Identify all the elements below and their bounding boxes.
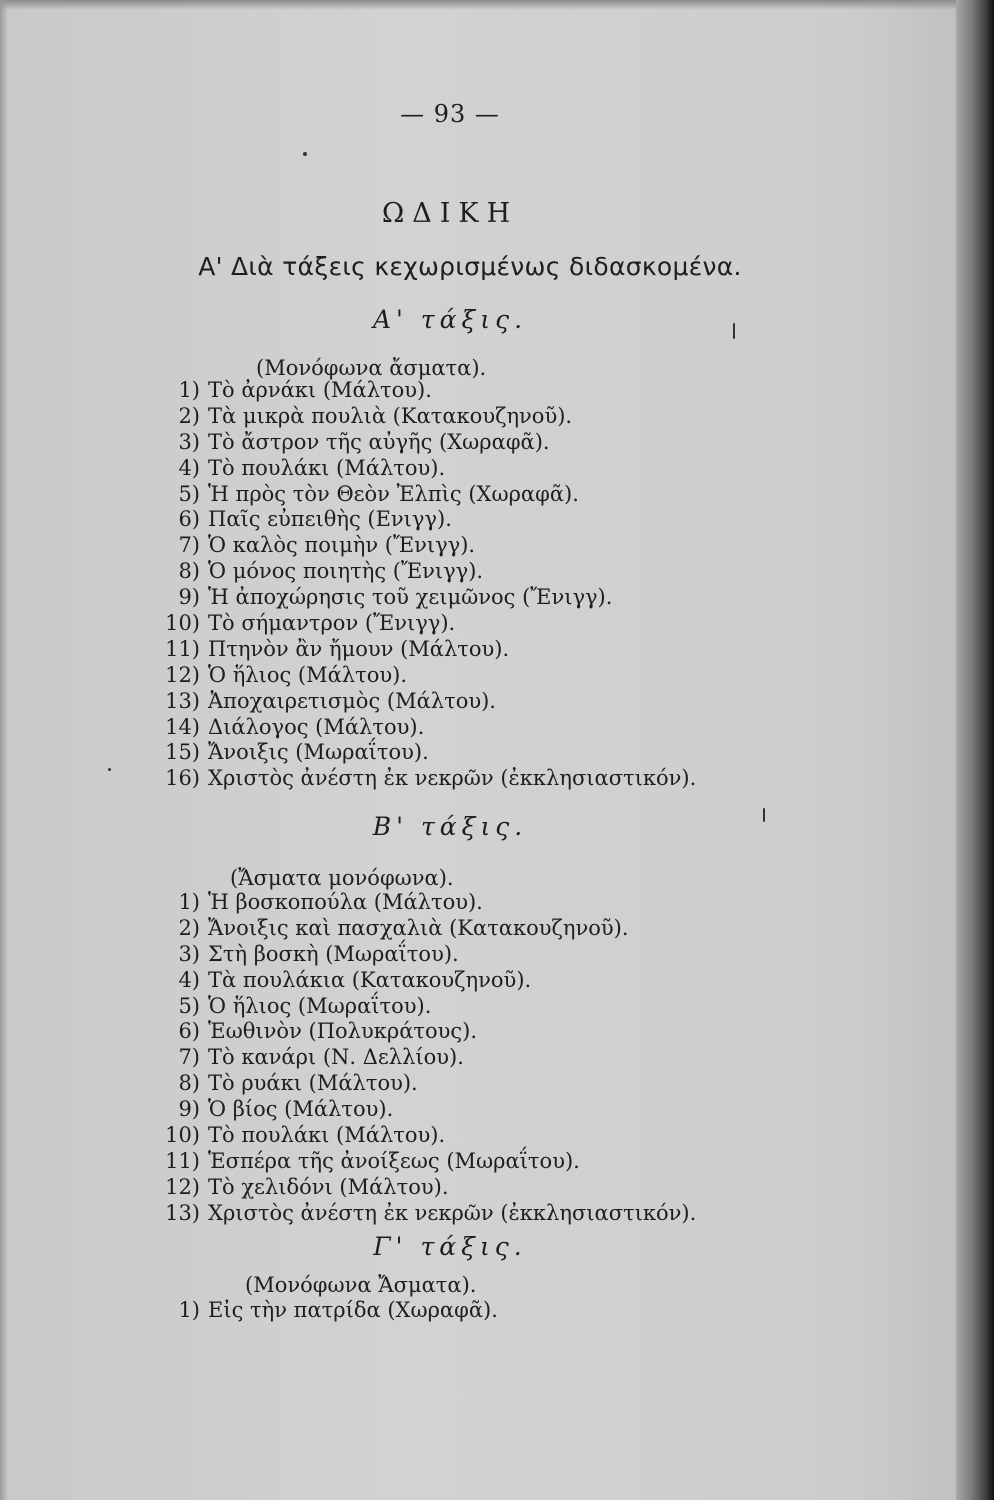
item-text: Ὁ ἥλιος (Μάλτου). [208, 662, 408, 687]
item-text: Ἀποχαιρετισμὸς (Μάλτου). [208, 688, 496, 713]
item-number: 12) [165, 662, 200, 687]
print-speck [733, 323, 735, 339]
item-text: Τὸ χελιδόνι (Μάλτου). [208, 1174, 449, 1199]
item-number: 13) [165, 688, 200, 713]
page-number: — 93 — [400, 100, 500, 128]
item-number: 5) [178, 481, 200, 506]
item-text: Τὸ πουλάκι (Μάλτου). [208, 1123, 446, 1148]
item-text: Τὸ ἄστρον τῆς αὐγῆς (Χωραφᾶ). [208, 429, 550, 454]
item-text: Εἰς τὴν πατρίδα (Χωραφᾶ). [208, 1298, 498, 1322]
item-text: Ὁ μόνος ποιητὴς (Ἔνιγγ). [208, 559, 484, 584]
item-text: Ἡ βοσκοπούλα (Μάλτου). [208, 890, 483, 914]
item-number: 1) [178, 1298, 200, 1322]
item-number: 16) [165, 766, 200, 791]
item-text: Τὸ σήμαντρον (Ἔνιγγ). [208, 611, 456, 636]
item-number: 5) [178, 993, 200, 1018]
item-number: 8) [178, 1071, 200, 1096]
item-number: 7) [178, 1045, 200, 1070]
item-number: 3) [178, 429, 200, 454]
item-number: 9) [178, 1097, 200, 1122]
item-number: 13) [165, 1200, 200, 1225]
page-title: ΩΔΙΚΗ [381, 198, 519, 229]
item-text: Τὸ ρυάκι (Μάλτου). [208, 1071, 418, 1096]
item-text: Ἡ πρὸς τὸν Θεὸν Ἐλπὶς (Χωραφᾶ). [208, 481, 579, 506]
item-number: 1) [178, 378, 200, 402]
item-number: 10) [165, 611, 200, 636]
item-number: 2) [178, 403, 200, 428]
item-text: Ὁ καλὸς ποιμὴν (Ἔνιγγ). [208, 533, 476, 558]
item-text: Ἄνοιξις καὶ πασχαλιὰ (Κατακουζηνοῦ). [208, 915, 629, 940]
item-text: Ἑωθινὸν (Πολυκράτους). [208, 1019, 478, 1044]
item-text: Ὁ ἥλιος (Μωραΐτου). [208, 993, 432, 1018]
item-number: 4) [178, 455, 200, 480]
item-text: Χριστὸς ἀνέστη ἐκ νεκρῶν (ἐκκλησιαστικόν). [208, 766, 697, 791]
print-speck [763, 808, 765, 822]
item-number: 11) [165, 636, 200, 661]
item-number: 14) [165, 714, 200, 739]
print-speck [303, 152, 307, 156]
item-number: 8) [178, 559, 200, 584]
item-text: Ἄνοιξις (Μωραΐτου). [208, 740, 429, 765]
class-a-note: (Μονόφωνα ἄσματα). [256, 356, 487, 380]
class-a-heading: Α' τάξις. [372, 305, 528, 334]
item-number: 1) [178, 890, 200, 914]
item-number: 6) [178, 1019, 200, 1044]
item-number: 4) [178, 967, 200, 992]
item-number: 7) [178, 533, 200, 558]
item-number: 11) [165, 1148, 200, 1173]
item-number: 3) [178, 941, 200, 966]
item-text: Χριστὸς ἀνέστη ἐκ νεκρῶν (ἐκκλησιαστικόν). [208, 1200, 697, 1225]
page-binding-edge [956, 0, 994, 1500]
page-subtitle: Α' Διὰ τάξεις κεχωρισμένως διδασκομένα. [198, 252, 742, 281]
print-speck [108, 768, 111, 771]
class-c-note: (Μονόφωνα Ἄσματα). [245, 1273, 477, 1297]
item-text: Στὴ βοσκὴ (Μωραΐτου). [208, 941, 459, 966]
item-text: Ἑσπέρα τῆς ἀνοίξεως (Μωραΐτου). [208, 1148, 580, 1173]
item-text: Διάλογος (Μάλτου). [208, 714, 425, 739]
class-b-heading: Β' τάξις. [372, 812, 528, 841]
item-number: 6) [178, 507, 200, 532]
item-text: Τὸ πουλάκι (Μάλτου). [208, 455, 446, 480]
class-b-note: (Ἄσματα μονόφωνα). [230, 866, 454, 890]
page-left-shadow [0, 0, 8, 1500]
item-text: Παῖς εὐπειθὴς (Ενιγγ). [208, 507, 452, 532]
item-text: Πτηνὸν ἂν ἤμουν (Μάλτου). [208, 636, 510, 661]
class-c-heading: Γ' τάξις. [373, 1232, 527, 1261]
item-text: Τὸ κανάρι (Ν. Δελλίου). [208, 1045, 464, 1070]
item-text: Ἡ ἀποχώρησις τοῦ χειμῶνος (Ἔνιγγ). [208, 585, 613, 610]
item-number: 10) [165, 1123, 200, 1148]
item-text: Τὸ ἀρνάκι (Μάλτου). [208, 378, 432, 402]
item-number: 9) [178, 585, 200, 610]
item-number: 2) [178, 915, 200, 940]
item-number: 15) [165, 740, 200, 765]
item-text: Ὁ βίος (Μάλτου). [208, 1097, 394, 1122]
page-top-shadow [0, 0, 994, 10]
item-text: Τὰ μικρὰ πουλιὰ (Κατακουζηνοῦ). [208, 403, 573, 428]
item-text: Τὰ πουλάκια (Κατακουζηνοῦ). [208, 967, 532, 992]
item-number: 12) [165, 1174, 200, 1199]
